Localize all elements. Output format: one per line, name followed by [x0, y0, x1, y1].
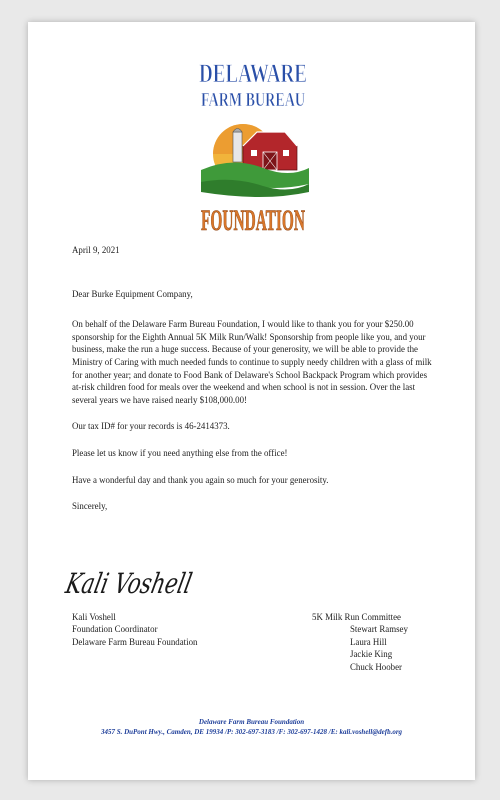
letter-page	[28, 22, 475, 780]
letter-paragraph: Please let us know if you need anything else from the office!	[72, 447, 288, 458]
letterhead-footer	[28, 717, 475, 737]
handwritten-signature	[62, 557, 236, 607]
letter-date: April 9, 2021	[72, 245, 120, 255]
letter-salutation: Dear Burke Equipment Company,	[72, 288, 193, 299]
letter-paragraph: On behalf of the Delaware Farm Bureau Foundation, I would like to thank you for your $250.00 sponsorship for the Eighth Annual 5K Milk Run/Walk! Sponsorship from people like you, and your business, make the run a huge success. Because of your generosity, we will be able to provide the Ministry of Caring with much needed funds to continue to supply needy children with a glass of milk for another year; and donate to Food Bank of Delaware's School Backpack Program which provides at-risk children food for meals over the weekend and when school is not in session. Over the last several years we have raised nearly $108,000.00!	[72, 319, 432, 405]
logo-line-farm-bureau: FARM BUREAU	[201, 89, 305, 111]
signer-name: Kali Voshell	[72, 612, 116, 622]
signer-block	[72, 611, 197, 648]
signer-organization: Delaware Farm Bureau Foundation	[72, 636, 198, 647]
footer-contact: 3457 S. DuPont Hwy., Camden, DE 19934 /P: 302-697-3183 /F: 302-697-1428 /E: kali.voshell@defb.org	[100, 728, 403, 736]
committee-member: Jackie King	[350, 649, 393, 660]
committee-member: Stewart Ramsey	[350, 624, 408, 635]
letter-paragraph: Have a wonderful day and thank you again so much for your generosity.	[72, 474, 329, 485]
letter-paragraph: Our tax ID# for your records is 46-2414373.	[72, 421, 230, 432]
signer-title: Foundation Coordinator	[72, 624, 158, 635]
signature-text: Kali Voshell	[62, 567, 236, 600]
silo-icon	[233, 132, 242, 162]
letter-closing: Sincerely,	[72, 501, 108, 512]
logo-line-foundation: FOUNDATION	[201, 204, 306, 237]
logo-line-delaware: DELAWARE	[199, 59, 307, 88]
letter-body	[72, 244, 435, 527]
footer-org: Delaware Farm Bureau Foundation	[198, 718, 305, 726]
foundation-logo-graphic	[193, 52, 313, 242]
committee-block	[312, 611, 408, 673]
committee-heading: 5K Milk Run Committee	[312, 612, 401, 622]
foundation-logo	[193, 52, 313, 242]
committee-member: Laura Hill	[350, 636, 387, 647]
committee-member: Chuck Hoober	[350, 661, 403, 672]
